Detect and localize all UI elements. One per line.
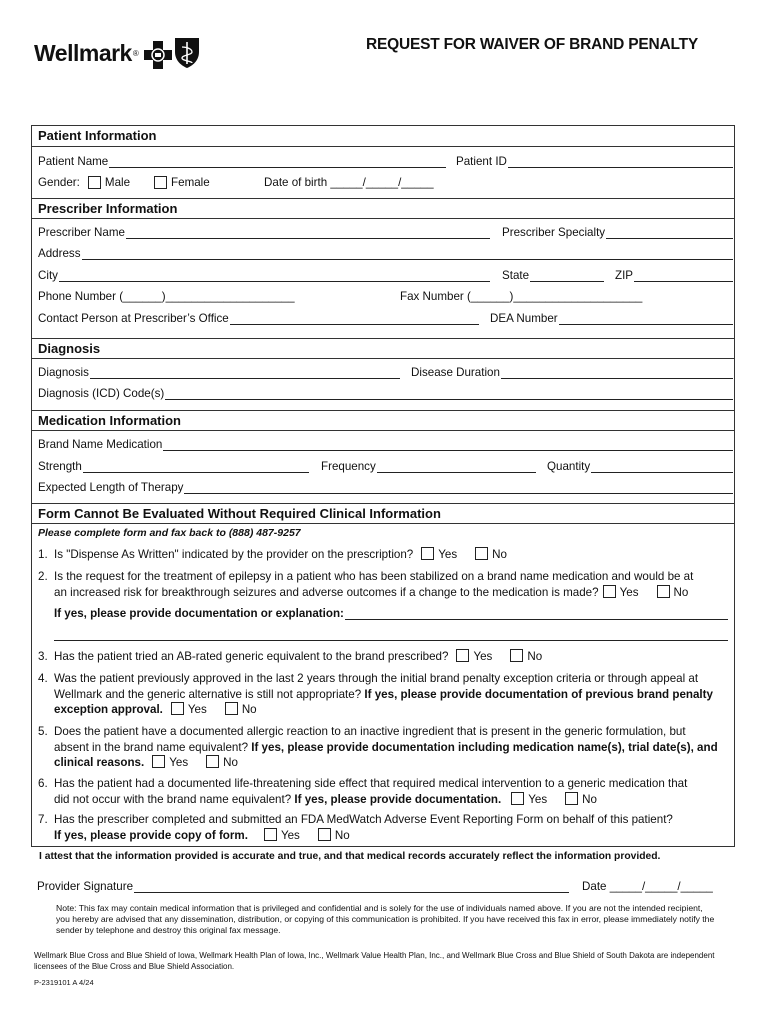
q5-no-checkbox[interactable] <box>206 755 219 768</box>
logo-registered-mark: ® <box>132 48 139 58</box>
city-field[interactable]: City <box>38 269 490 282</box>
question-6: 6. Has the patient had a documented life-threatening side effect that required medical intervention to a generic medication that did not occur with the brand name equivalent? If yes, please provide documentation. Yes No <box>38 777 688 806</box>
blue-cross-icon <box>143 40 173 70</box>
frequency-field[interactable]: Frequency <box>321 460 536 473</box>
question-1: 1. Is "Dispense As Written" indicated by the provider on the prescription? Yes No <box>38 548 507 561</box>
diagnosis-row-1 <box>38 366 731 383</box>
phone-number-field[interactable]: Phone Number (______)____________________ <box>38 290 295 303</box>
section-title: Medication Information <box>38 413 181 428</box>
section-title: Prescriber Information <box>38 201 178 216</box>
patient-row-2 <box>38 176 731 193</box>
form-box <box>31 125 735 847</box>
section-title: Form Cannot Be Evaluated Without Required Clinical Information <box>38 506 441 521</box>
logo-icons <box>143 36 201 70</box>
q5-yes-checkbox[interactable] <box>152 755 165 768</box>
section-diagnosis <box>32 338 734 359</box>
section-medication-information <box>32 410 734 431</box>
gender-field: Gender: Male Female <box>38 176 210 189</box>
diagnosis-row-2 <box>38 387 731 404</box>
provider-signature-field[interactable]: Provider Signature <box>37 880 569 893</box>
patient-name-field[interactable]: Patient Name <box>38 155 446 168</box>
contact-person-field[interactable]: Contact Person at Prescriber’s Office <box>38 312 479 325</box>
zip-field[interactable]: ZIP <box>615 269 733 282</box>
question-4: 4. Was the patient previously approved in the last 2 years through the initial brand penalty exception criteria or through appeal at Wellmark and the generic alternative is still not appropriate? If yes, please provide documentation of previous brand penalty exception approval. Yes No <box>38 672 713 716</box>
q4-no-checkbox[interactable] <box>225 702 238 715</box>
wellmark-logo <box>34 36 201 70</box>
prescriber-name-field[interactable]: Prescriber Name <box>38 226 490 239</box>
diagnosis-field[interactable]: Diagnosis <box>38 366 400 379</box>
strength-field[interactable]: Strength <box>38 460 309 473</box>
q2-no-checkbox[interactable] <box>657 585 670 598</box>
prescriber-row-3 <box>38 269 731 286</box>
licensee-footer: Wellmark Blue Cross and Blue Shield of Iowa, Wellmark Health Plan of Iowa, Inc., Wellmark Value Health Plan, Inc., and Wellmark Blue Cross and Blue Shield of South Dakota are independent licensees of the Blue Cross and Blue Shield Association. <box>34 951 715 971</box>
expected-length-of-therapy-field[interactable]: Expected Length of Therapy <box>38 481 733 494</box>
fax-instruction: Please complete form and fax back to (888) 487-9257 <box>38 527 301 539</box>
section-title: Patient Information <box>38 128 157 143</box>
section-clinical-information <box>32 503 734 524</box>
signature-row <box>37 880 727 896</box>
prescriber-specialty-field[interactable]: Prescriber Specialty <box>502 226 733 239</box>
medication-row-2 <box>38 460 731 477</box>
question-2: 2. Is the request for the treatment of epilepsy in a patient who has been stabilized on a brand name medication and would be at an increased risk for breakthrough seizures and adverse outcomes if a change to the medication is made? Yes No <box>38 570 694 599</box>
q2-explanation-line[interactable] <box>54 640 728 641</box>
q7-no-checkbox[interactable] <box>318 828 331 841</box>
patient-id-field[interactable]: Patient ID <box>456 155 733 168</box>
state-field[interactable]: State <box>502 269 604 282</box>
attestation-statement: I attest that the information provided is accurate and true, and that medical records accurately reflect the information provided. <box>39 851 661 862</box>
patient-row-1 <box>38 155 731 172</box>
question-7: 7. Has the prescriber completed and submitted an FDA MedWatch Adverse Event Reporting Form on behalf of this patient? If yes, please provide copy of form. Yes No <box>38 813 673 842</box>
question-3: 3. Has the patient tried an AB-rated generic equivalent to the brand prescribed? Yes No <box>38 650 543 663</box>
prescriber-row-1 <box>38 226 731 243</box>
q7-yes-checkbox[interactable] <box>264 828 277 841</box>
q6-no-checkbox[interactable] <box>565 792 578 805</box>
q1-no-checkbox[interactable] <box>475 547 488 560</box>
medication-row-3 <box>38 481 731 498</box>
q3-yes-checkbox[interactable] <box>456 649 469 662</box>
q2-explanation-field[interactable]: If yes, please provide documentation or explanation: <box>54 607 728 620</box>
prescriber-row-4 <box>38 290 731 307</box>
q2-explanation-row <box>54 607 727 624</box>
question-5: 5. Does the patient have a documented allergic reaction to an inactive ingredient that is present in the generic formulation, but absent in the brand name equivalent? If yes, please provide documentation including medication name(s), trial date(s), and clinical reasons. Yes No <box>38 725 718 769</box>
signature-date-field[interactable]: Date _____/_____/_____ <box>582 880 713 893</box>
disease-duration-field[interactable]: Disease Duration <box>411 366 733 379</box>
q6-yes-checkbox[interactable] <box>511 792 524 805</box>
fax-number-field[interactable]: Fax Number (______)____________________ <box>400 290 643 303</box>
quantity-field[interactable]: Quantity <box>547 460 733 473</box>
dea-number-field[interactable]: DEA Number <box>490 312 733 325</box>
q3-no-checkbox[interactable] <box>510 649 523 662</box>
section-prescriber-information <box>32 198 734 219</box>
prescriber-row-5 <box>38 312 731 329</box>
icd-codes-field[interactable]: Diagnosis (ICD) Code(s) <box>38 387 733 400</box>
confidentiality-note: Note: This fax may contain medical information that is privileged and confidential and is solely for the use of individuals named above. If you are not the intended recipient, you hereby are advised that any dissemination, distribution, or copying of this communication is prohibited. If you have received this fax in error, please immediately notify the sender by telephone and destroy this original fax message. <box>56 903 715 935</box>
q4-yes-checkbox[interactable] <box>171 702 184 715</box>
q2-yes-checkbox[interactable] <box>603 585 616 598</box>
blue-shield-icon <box>173 36 201 70</box>
female-checkbox[interactable] <box>154 176 167 189</box>
male-checkbox[interactable] <box>88 176 101 189</box>
brand-name-medication-field[interactable]: Brand Name Medication <box>38 438 733 451</box>
q1-yes-checkbox[interactable] <box>421 547 434 560</box>
form-code: P-2319101 A 4/24 <box>34 978 94 987</box>
prescriber-row-2 <box>38 247 731 264</box>
address-field[interactable]: Address <box>38 247 733 260</box>
logo-text: Wellmark <box>34 39 132 66</box>
form-title: REQUEST FOR WAIVER OF BRAND PENALTY <box>366 36 699 53</box>
date-of-birth-field[interactable]: Date of birth _____/_____/_____ <box>264 176 434 189</box>
medication-row-1 <box>38 438 731 455</box>
section-patient-information <box>32 126 734 147</box>
section-title: Diagnosis <box>38 341 101 356</box>
